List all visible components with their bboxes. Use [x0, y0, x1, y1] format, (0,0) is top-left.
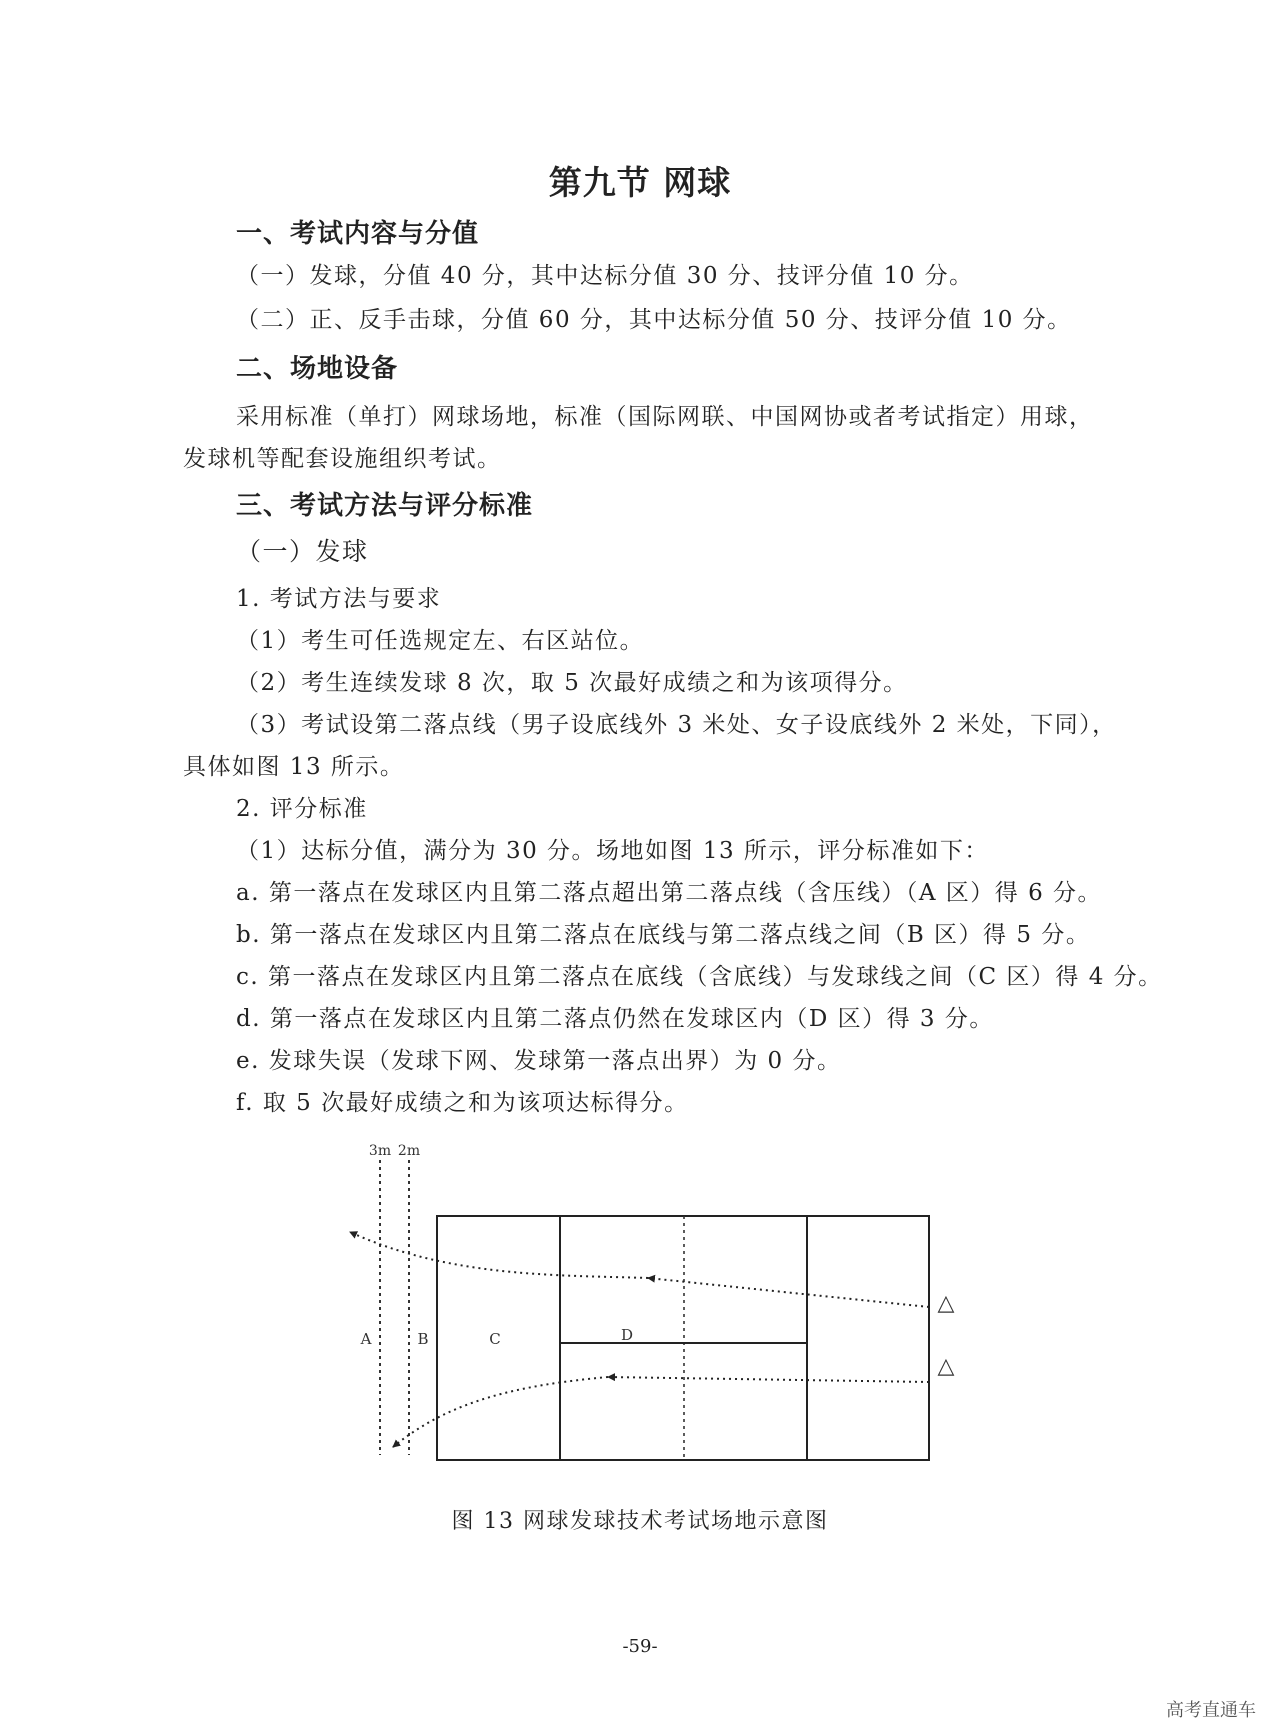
court-boundary	[437, 1216, 929, 1460]
text-line-criteria-d: d. 第一落点在发球区内且第二落点仍然在发球区内（D 区）得 3 分。	[236, 1006, 994, 1032]
subheading-serve: （一）发球	[236, 537, 369, 566]
zone-label-c: C	[489, 1330, 501, 1348]
zone-label-d: D	[620, 1326, 634, 1344]
page-title: 第九节 网球	[548, 163, 732, 202]
text-line-criteria-heading: 2. 评分标准	[236, 796, 368, 822]
bounce-trajectory-lower	[393, 1377, 608, 1447]
text-line-criteria-e: e. 发球失误（发球下网、发球第一落点出界）为 0 分。	[236, 1048, 842, 1074]
text-line-groundstroke-score: （二）正、反手击球，分值 60 分，其中达标分值 50 分、技评分值 10 分。	[236, 307, 1072, 333]
court-diagram-svg	[0, 1130, 1280, 1490]
server-marker-lower: △	[937, 1354, 955, 1379]
text-line-criteria-b: b. 第一落点在发球区内且第二落点在底线与第二落点线之间（B 区）得 5 分。	[236, 922, 1091, 948]
serve-trajectory-upper	[648, 1278, 929, 1307]
text-line-criteria-1: （1）达标分值，满分为 30 分。场地如图 13 所示，评分标准如下：	[236, 838, 989, 864]
watermark-text: 高考直通车	[1166, 1700, 1256, 1721]
text-line-venue-2: 发球机等配套设施组织考试。	[183, 446, 502, 472]
line-label-3m: 3m	[368, 1143, 392, 1159]
text-line-method-3: （3）考试设第二落点线（男子设底线外 3 米处、女子设底线外 2 米处，下同），	[236, 712, 1117, 738]
section-heading-content-scores: 一、考试内容与分值	[236, 219, 480, 249]
page-number: -59-	[622, 1636, 658, 1657]
court-diagram	[0, 1130, 1280, 1490]
text-line-serve-score: （一）发球，分值 40 分，其中达标分值 30 分、技评分值 10 分。	[236, 263, 974, 289]
text-line-criteria-c: c. 第一落点在发球区内且第二落点在底线（含底线）与发球线之间（C 区）得 4 分。	[236, 964, 1163, 990]
line-label-2m: 2m	[397, 1143, 421, 1159]
text-line-method-heading: 1. 考试方法与要求	[236, 586, 442, 612]
text-line-method-1: （1）考生可任选规定左、右区站位。	[236, 628, 645, 654]
section-heading-method-criteria: 三、考试方法与评分标准	[236, 491, 534, 521]
server-marker-upper: △	[937, 1291, 955, 1316]
text-line-method-3-cont: 具体如图 13 所示。	[183, 754, 405, 780]
text-line-criteria-a: a. 第一落点在发球区内且第二落点超出第二落点线（含压线）（A 区）得 6 分。	[236, 880, 1103, 906]
bounce-trajectory-upper	[350, 1232, 648, 1278]
text-line-method-2: （2）考生连续发球 8 次，取 5 次最好成绩之和为该项得分。	[236, 670, 908, 696]
figure-caption: 图 13 网球发球技术考试场地示意图	[451, 1509, 829, 1534]
text-line-venue-1: 采用标准（单打）网球场地，标准（国际网联、中国网协或者考试指定）用球，	[236, 404, 1094, 430]
zone-label-b: B	[417, 1330, 429, 1348]
serve-trajectory-lower	[608, 1377, 929, 1382]
section-heading-venue-equipment: 二、场地设备	[236, 354, 399, 384]
zone-label-a: A	[360, 1330, 372, 1348]
text-line-criteria-f: f. 取 5 次最好成绩之和为该项达标得分。	[236, 1090, 689, 1116]
